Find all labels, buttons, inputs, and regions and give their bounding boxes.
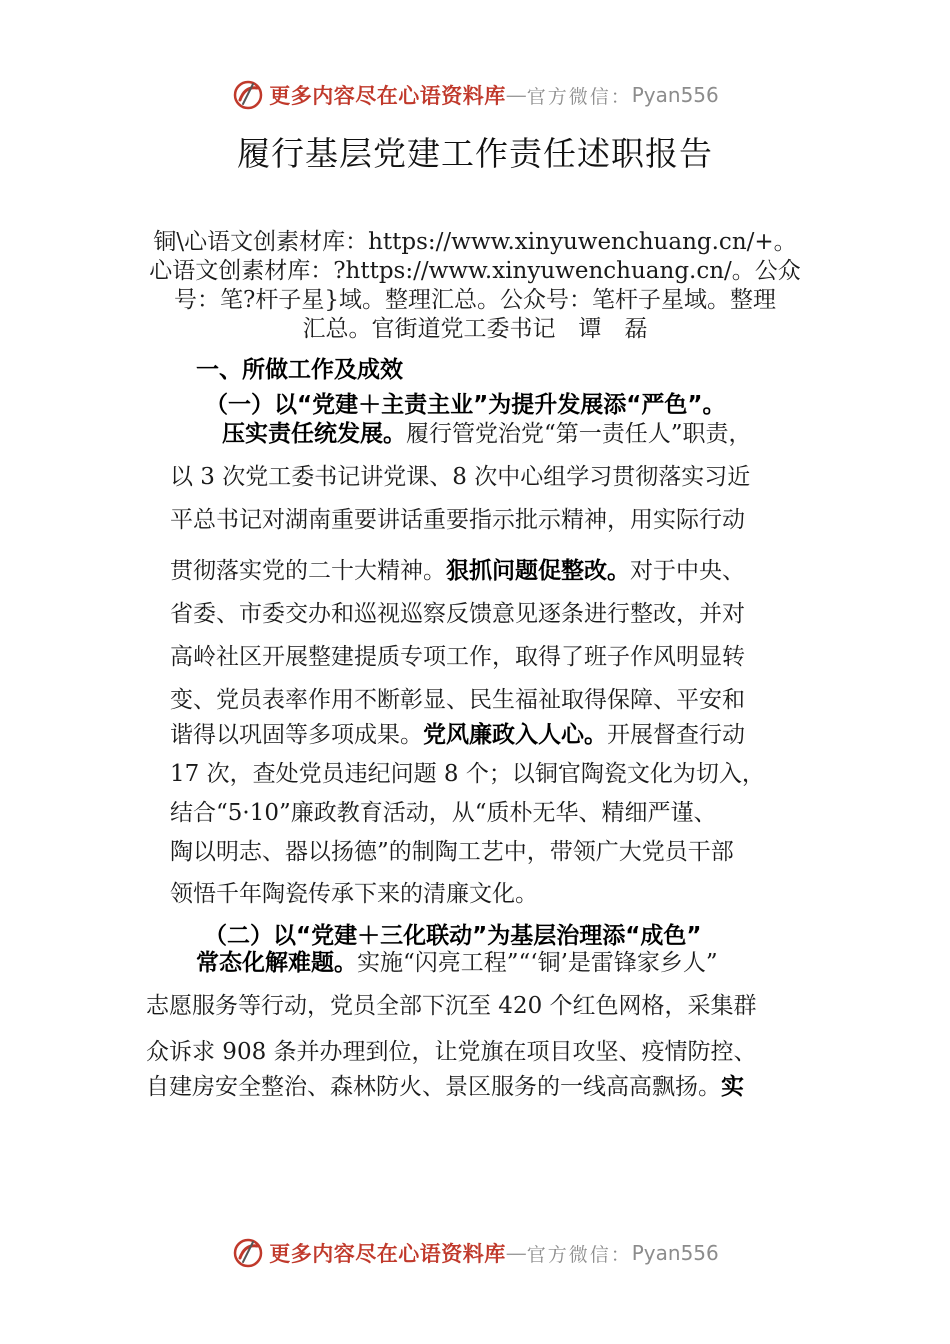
banner-main-text: 更多内容尽在心语资料库 — [269, 83, 506, 108]
paragraph-line: 结合“5·10”廉政教育活动，从“质朴无华、精细严谨、 — [170, 800, 717, 826]
paragraph-line: 领悟千年陶瓷传承下来的清廉文化。 — [170, 881, 538, 907]
footer-watermark-banner — [0, 1228, 950, 1278]
paragraph-line: 省委、市委交办和巡视巡察反馈意见逐条进行整改，并对 — [170, 601, 745, 627]
text-run: 谐得以巩固等多项成果。 — [170, 722, 423, 748]
intro-line-3: 号：笔?杆子星}域。整理汇总。公众号：笔杆子星域。整理 — [174, 287, 776, 313]
bold-phrase: 党风廉政入人心。 — [423, 722, 607, 748]
bold-phrase: 实 — [721, 1074, 744, 1100]
bold-phrase: 压实责任统发展。 — [222, 421, 406, 447]
paragraph-line: 陶以明志、器以扬德”的制陶工艺中，带领广大党员干部 — [170, 839, 734, 865]
banner-wechat-label: 官方微信： — [526, 85, 632, 108]
paragraph-line — [170, 716, 745, 749]
paragraph-line — [196, 944, 718, 977]
intro-line-1: 铜\心语文创素材库：https://www.xinyuwenchuang.cn/+。 — [153, 229, 797, 255]
banner-wechat-id: Pyan556 — [631, 83, 719, 107]
banner-separator: — — [505, 1241, 527, 1265]
bold-phrase: 常态化解难题。 — [196, 950, 357, 976]
intro-line-2: 心语文创素材库：?https://www.xinyuwenchuang.cn/。公众 — [149, 258, 801, 284]
text-run: 对于中央、 — [630, 558, 745, 584]
header-watermark-banner — [0, 70, 950, 120]
paragraph-line: 变、党员表率作用不断彰显、民生福祉取得保障、平安和 — [170, 687, 745, 713]
text-run: 自建房安全整治、森林防火、景区服务的一线高高飘扬。 — [146, 1074, 721, 1100]
paragraph-line: 17 次，查处党员违纪问题 8 个；以铜官陶瓷文化为切入， — [170, 761, 765, 787]
paragraph-line: 平总书记对湖南重要讲话重要指示批示精神，用实际行动 — [170, 507, 745, 533]
text-run: 贯彻落实党的二十大精神。 — [170, 558, 446, 584]
paragraph-line — [222, 415, 752, 448]
logo-icon — [231, 78, 265, 112]
paragraph-line — [146, 1068, 744, 1101]
subsection-heading-1: （一）以“党建＋主责主业”为提升发展添“严色”。 — [205, 392, 726, 418]
text-run: 履行管党治党“第一责任人”职责， — [406, 421, 752, 447]
document-title: 履行基层党建工作责任述职报告 — [237, 134, 713, 173]
paragraph-line — [170, 552, 745, 585]
banner-main-text: 更多内容尽在心语资料库 — [269, 1241, 506, 1266]
banner-separator: — — [505, 83, 527, 107]
paragraph-line: 志愿服务等行动，党员全部下沉至 420 个红色网格，采集群 — [146, 993, 757, 1019]
banner-wechat-label: 官方微信： — [526, 1243, 632, 1266]
text-run: 实施“闪亮工程”“‘铜’是雷锋家乡人” — [357, 950, 718, 976]
subsection-heading-2: （二）以“党建＋三化联动”为基层治理添“成色” — [204, 923, 702, 949]
bold-phrase: 狠抓问题促整改。 — [446, 558, 630, 584]
text-run: 开展督查行动 — [607, 722, 745, 748]
intro-line-4: 汇总。官街道党工委书记 谭 磊 — [302, 316, 648, 342]
banner-wechat-id: Pyan556 — [631, 1241, 719, 1265]
section-heading-1: 一、所做工作及成效 — [196, 357, 403, 383]
paragraph-line: 以 3 次党工委书记讲党课、8 次中心组学习贯彻落实习近 — [170, 464, 751, 490]
paragraph-line: 高岭社区开展整建提质专项工作，取得了班子作风明显转 — [170, 644, 745, 670]
paragraph-line: 众诉求 908 条并办理到位，让党旗在项目攻坚、疫情防控、 — [146, 1039, 757, 1065]
logo-icon — [231, 1236, 265, 1270]
